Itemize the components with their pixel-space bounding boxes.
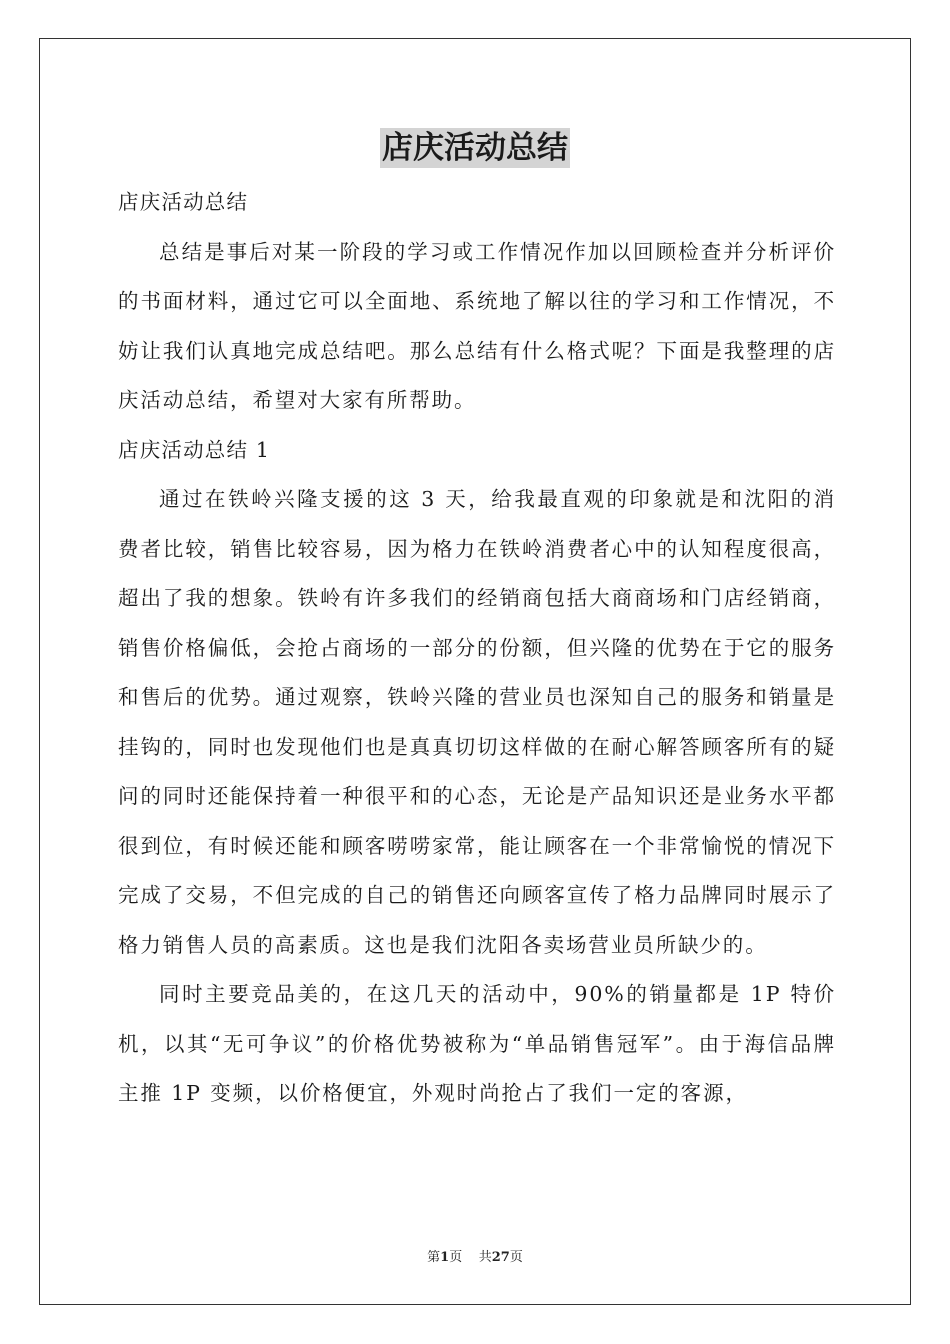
page-footer — [0, 1246, 950, 1265]
body-paragraph: 总结是事后对某一阶段的学习或工作情况作加以回顾检查并分析评价的书面材料，通过它可以全面地、系统地了解以往的学习和工作情况，不妨让我们认真地完成总结吧。那么总结有什么格式呢？下面是我整理的店庆活动总结，希望对大家有所帮助。 — [118, 239, 836, 412]
total-label-prefix: 共 — [478, 1250, 492, 1265]
total-label-suffix: 页 — [509, 1250, 523, 1265]
document-title: 店庆活动总结 — [382, 130, 568, 166]
page-number: 1 — [440, 1250, 450, 1265]
section-heading: 店庆活动总结 — [118, 190, 249, 214]
section-heading: 店庆活动总结 1 — [118, 437, 271, 462]
document-body — [118, 178, 836, 1119]
page-label-prefix: 第 — [427, 1250, 441, 1265]
page-label-suffix: 页 — [449, 1250, 463, 1265]
total-pages: 27 — [491, 1250, 510, 1265]
body-paragraph: 通过在铁岭兴隆支援的这 3 天，给我最直观的印象就是和沈阳的消费者比较，销售比较容易，因为格力在铁岭消费者心中的认知程度很高，超出了我的想象。铁岭有许多我们的经销商包括大商商场和门店经销商，销售价格偏低，会抢占商场的一部分的份额，但兴隆的优势在于它的服务和售后的优势。通过观察，铁岭兴隆的营业员也深知自己的服务和销量是挂钩的，同时也发现他们也是真真切切这样做的在耐心解答顾客所有的疑问的同时还能保持着一种很平和的心态，无论是产品知识还是业务水平都很到位，有时候还能和顾客唠唠家常，能让顾客在一个非常愉悦的情况下完成了交易，不但完成的自己的销售还向顾客宣传了格力品牌同时展示了格力销售人员的高素质。这也是我们沈阳各卖场营业员所缺少的。 — [118, 487, 836, 957]
title-area — [0, 128, 950, 168]
body-paragraph: 同时主要竞品美的，在这几天的活动中，90%的销量都是 1P 特价机，以其“无可争议”的价格优势被称为“单品销售冠军”。由于海信品牌主推 1P 变频，以价格便宜，外观时尚抢占了我们一定的客源， — [118, 982, 836, 1105]
